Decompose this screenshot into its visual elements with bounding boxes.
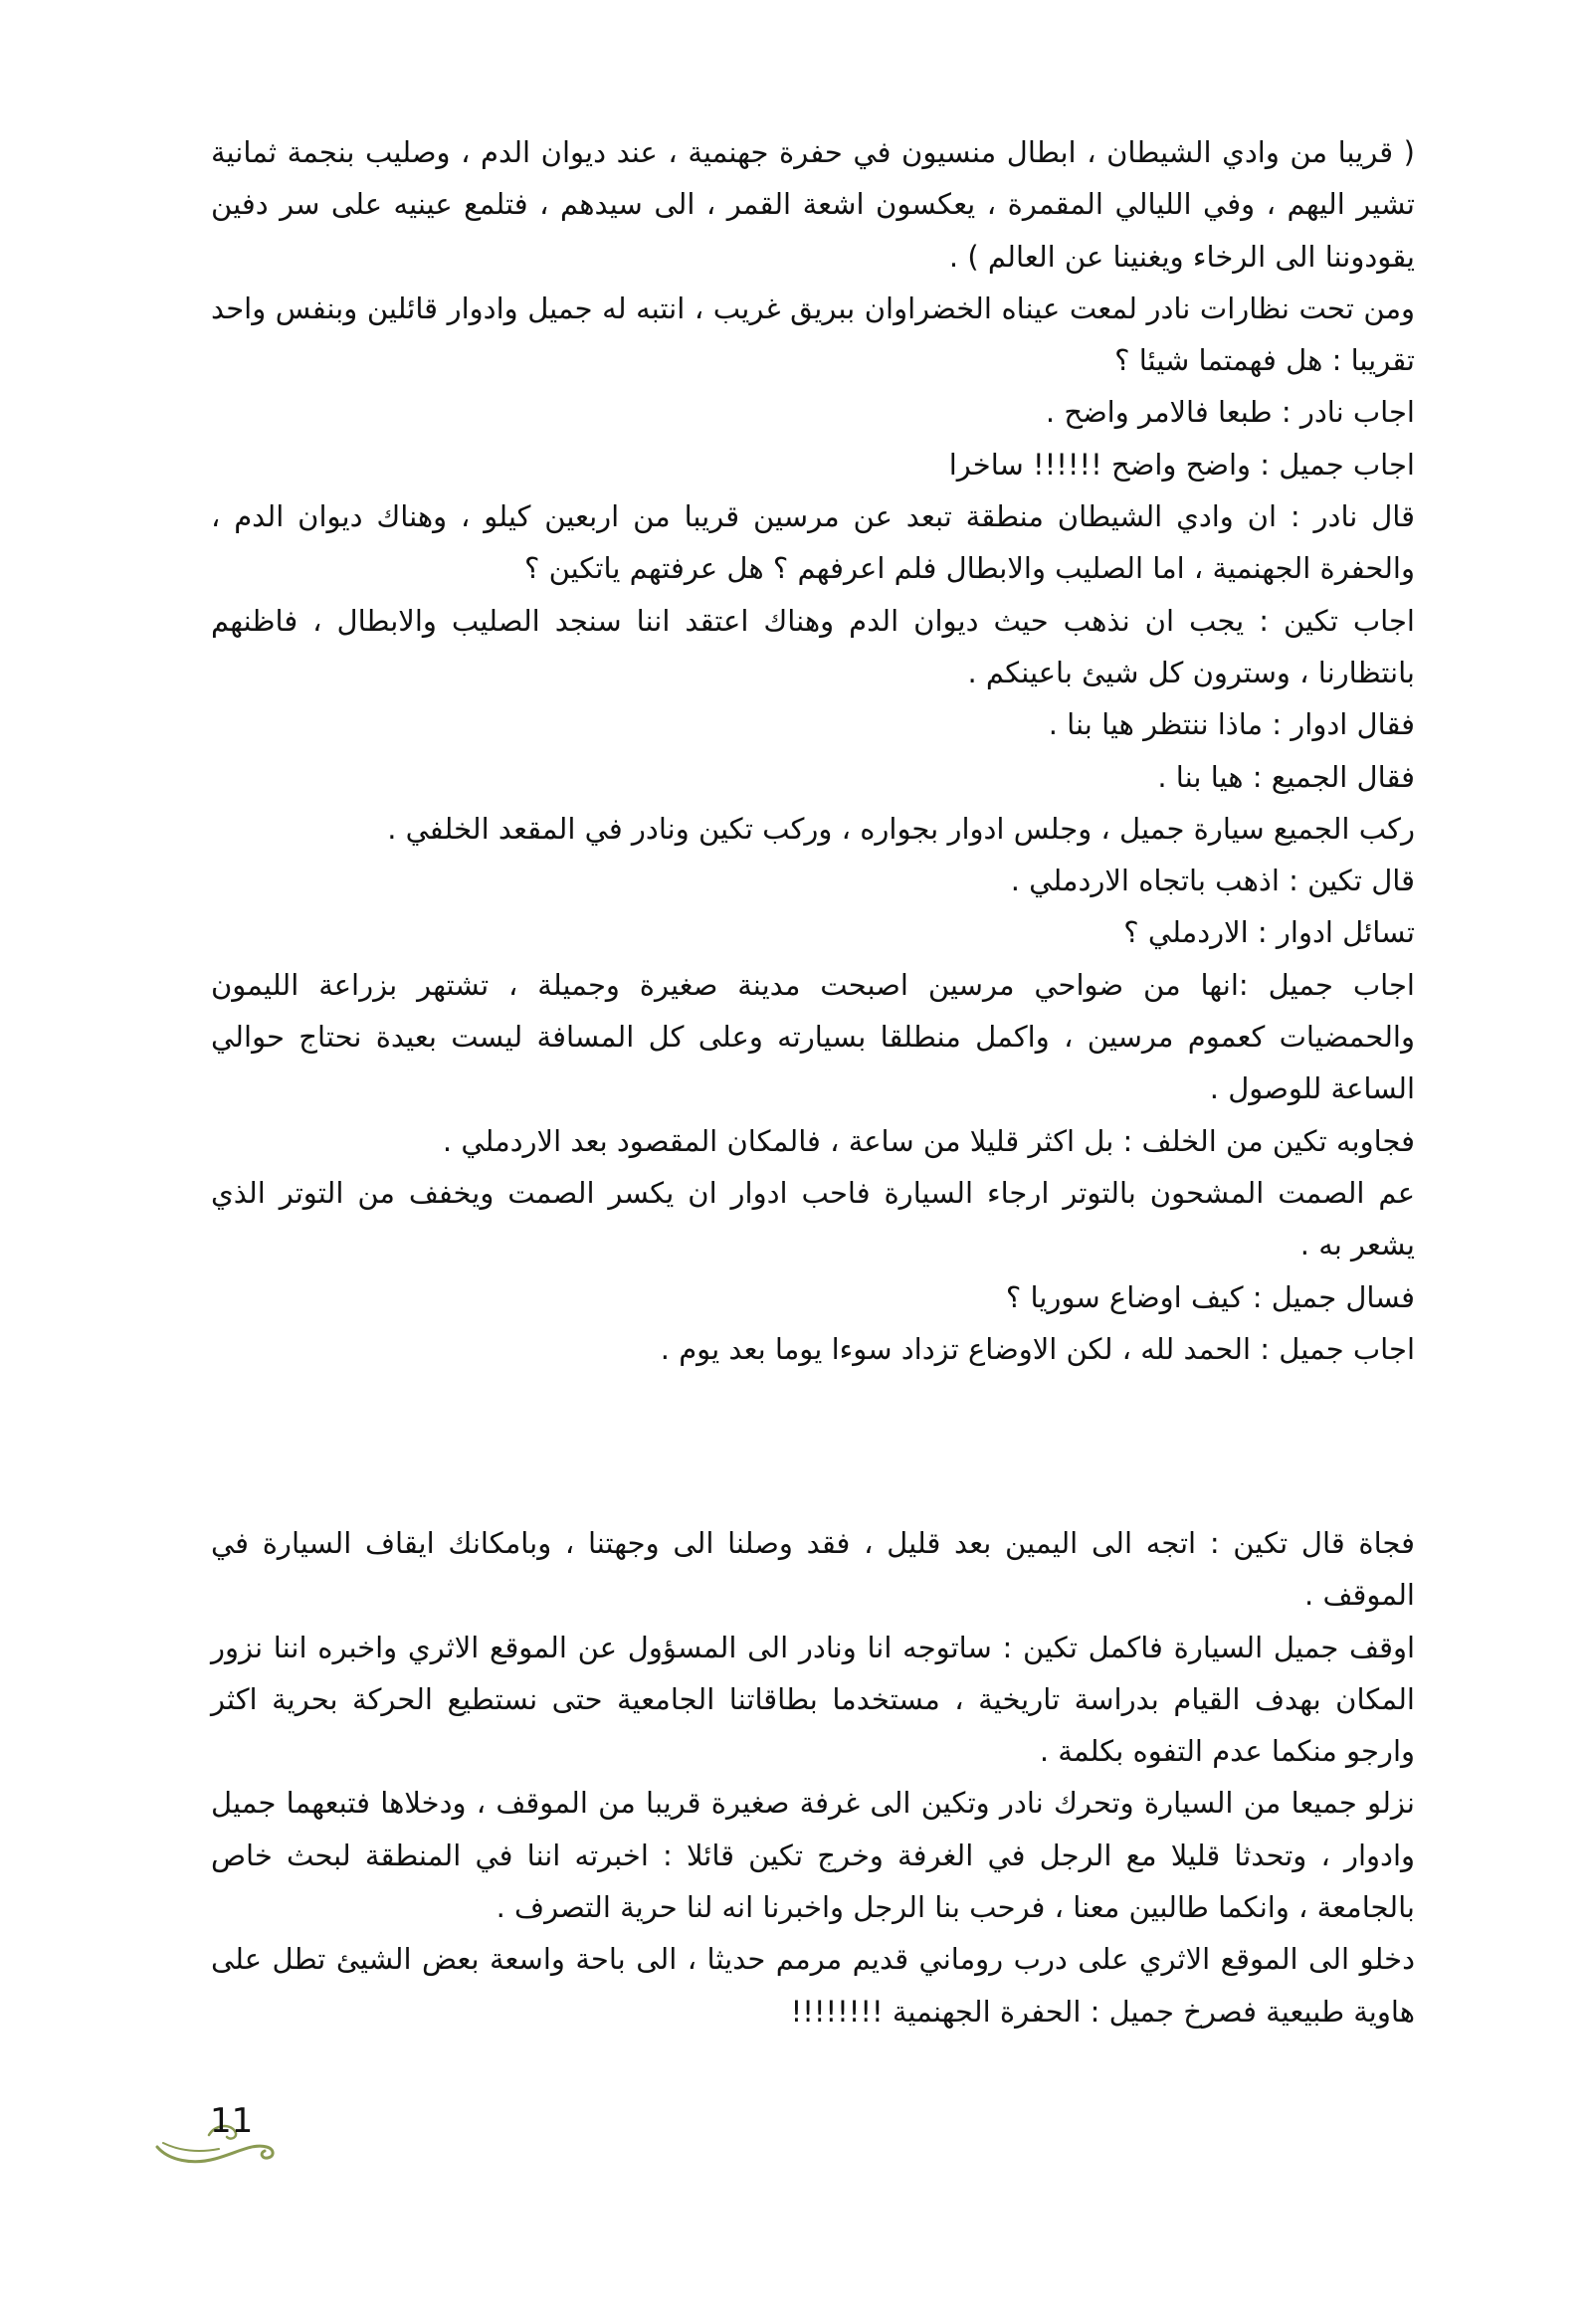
text-block-bottom (211, 1517, 1415, 2037)
paragraph-tekin-plan: اوقف جميل السيارة فاكمل تكين : ساتوجه انا ونادر الى المسؤول عن الموقع الاثري واخبره اننا نزور المكان بهدف القيام بدراسة تاريخية ، مستخدما بطاقاتنا الجامعية حتى نستطيع الحركة بحرية اكثر وارجو منكما عدم التفوه بكلمة . (211, 1630, 1415, 1769)
paragraph-tekin-answer: اجاب تكين : يجب ان نذهب حيث ديوان الدم وهناك اعتقد اننا سنجد الصليب والابطال ، فاظنهم بانتظارنا ، وسترون كل شيئ باعينكم . (211, 603, 1415, 689)
page-number: 11 (210, 2101, 254, 2141)
paragraph-silence: عم الصمت المشحون بالتوتر ارجاء السيارة فاحب ادوار ان يكسر الصمت ويخفف من التوتر الذي يشعر به . (211, 1175, 1415, 1262)
paragraph-jamil-syria-answer: اجاب جميل : الحمد لله ، لكن الاوضاع تزداد سوءا يوما بعد يوم . (660, 1331, 1415, 1366)
paragraph-tekin-direction: قال تكين : اذهب باتجاه الاردملي . (1010, 864, 1415, 898)
paragraph-nader-eyes: ومن تحت نظارات نادر لمعت عيناه الخضراوان ببريق غريب ، انتبه له جميل وادوار قائلين وبنفس واحد تقريبا : هل فهمتما شيئا ؟ (211, 290, 1415, 378)
paragraph-arrival: فجاة قال تكين : اتجه الى اليمين بعد قليل ، فقد وصلنا الى وجهتنا ، وبامكانك ايقاف السيارة في الموقف . (211, 1526, 1415, 1613)
paragraph-jamil-erdemli: اجاب جميل :انها من ضواحي مرسين اصبحت مدينة صغيرة وجميلة ، تشتهر بزراعة الليمون والحمضيات كعموم مرسين ، واكمل منطلقا بسيارته وعلى كل المسافة ليست بعيدة نحتاج حوالي الساعة للوصول . (211, 967, 1415, 1106)
paragraph-guard-room: نزلو جميعا من السيارة وتحرك نادر وتكين الى غرفة صغيرة قريبا من الموقف ، ودخلاها فتبعهما جميل وادوار ، وتحدثا قليلا مع الرجل في الغرفة وخرج تكين قائلا : اخبرته اننا في المنطقة لبحث خاص بالجامعة ، وانكما طالبين معنا ، فرحب بنا الرجل واخبرنا انه لنا حرية التصرف . (211, 1786, 1415, 1925)
paragraph-all-lets-go: فقال الجميع : هيا بنا . (1157, 759, 1415, 794)
paragraph-edward-question: تسائل ادوار : الاردملي ؟ (1123, 915, 1415, 950)
paragraph-hellish-pit: دخلو الى الموقع الاثري على درب روماني قديم مرمم حديثا ، الى باحة واسعة بعض الشيئ تطل على هاوية طبيعية فصرخ جميل : الحفرة الجهنمية !!!!!!!! (211, 1942, 1415, 2029)
paragraph-nader-answer: اجاب نادر : طبعا فالامر واضح . (1045, 395, 1415, 430)
paragraph-nader-explains: قال نادر : ان وادي الشيطان منطقة تبعد عن مرسين قريبا من اربعين كيلو ، وهناك ديوان الدم ، والحفرة الجهنمية ، اما الصليب والابطال فلم اعرفهم ؟ هل عرفتهم ياتكين ؟ (211, 499, 1415, 586)
text-block-top (211, 126, 1415, 1375)
paragraph-jamil-sarcasm: اجاب جميل : واضح واضح !!!!!! ساخرا (948, 447, 1415, 482)
paragraph-prophecy: ( قريبا من وادي الشيطان ، ابطال منسيون في حفرة جهنمية ، عند ديوان الدم ، وصليب بنجمة ثمانية تشير اليهم ، وفي الليالي المقمرة ، يعكسون اشعة القمر ، الى سيدهم ، فتلمع عينيه على سر دفين يقودوننا الى الرخاء ويغنينا عن العالم ) . (211, 135, 1415, 274)
paragraph-syria-question: فسال جميل : كيف اوضاع سوريا ؟ (1005, 1279, 1415, 1314)
paragraph-car-seating: ركب الجميع سيارة جميل ، وجلس ادوار بجواره ، وركب تكين ونادر في المقعد الخلفي . (387, 811, 1415, 846)
paragraph-tekin-from-back: فجاوبه تكين من الخلف : بل اكثر قليلا من ساعة ، فالمكان المقصود بعد الاردملي . (442, 1123, 1415, 1158)
paragraph-edward-lets-go: فقال ادوار : ماذا ننتظر هيا بنا . (1048, 707, 1415, 742)
